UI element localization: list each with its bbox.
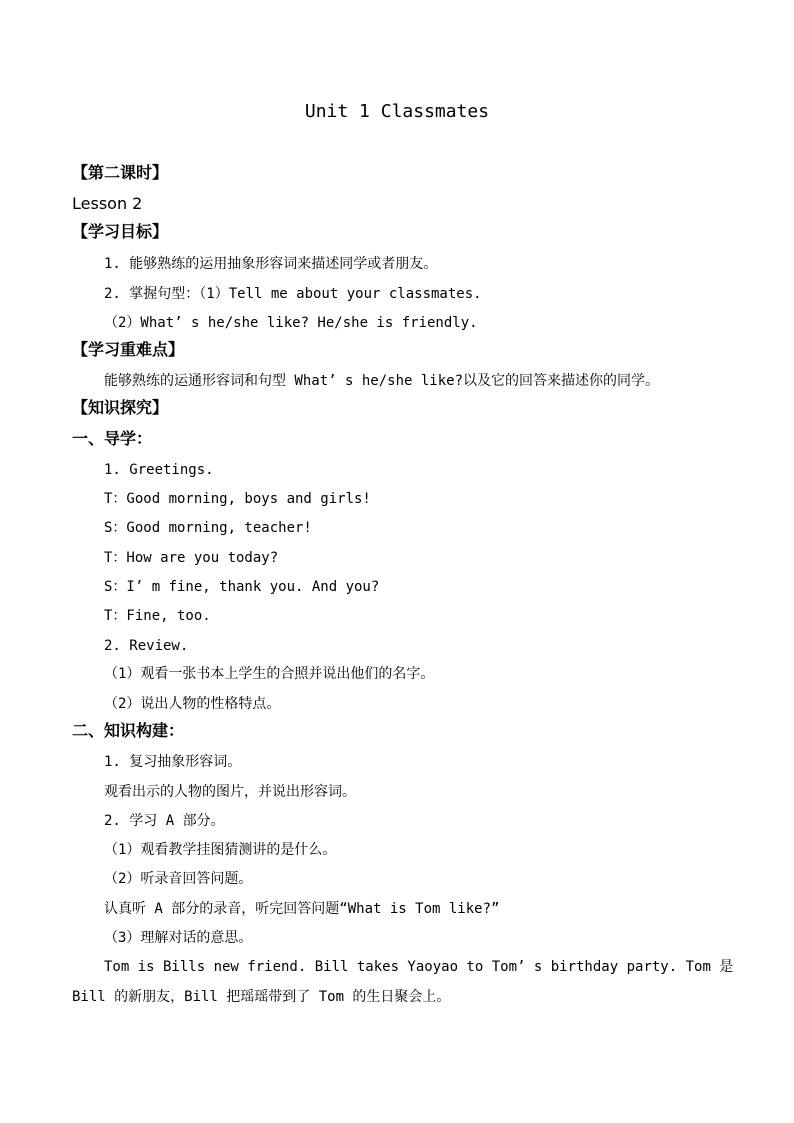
section2-line: Tom is Bills new friend. Bill takes Yaoyao to Tom’ s birthday party. Tom 是 bbox=[104, 959, 734, 975]
period-heading: 【第二课时】 bbox=[72, 163, 169, 182]
section2-line: （3）理解对话的意思。 bbox=[104, 930, 253, 946]
section1-line: T：Good morning, boys and girls! bbox=[104, 491, 371, 507]
section1-line: S：I’ m fine, thank you. And you? bbox=[104, 579, 380, 595]
objective-item: 2. 掌握句型：（1）Tell me about your classmates. bbox=[104, 286, 482, 302]
key-points-text: 能够熟练的运通形容词和句型 What’ s he/she like?以及它的回答来描述你的同学。 bbox=[104, 373, 660, 389]
objective-item: 1. 能够熟练的运用抽象形容词来描述同学或者朋友。 bbox=[104, 256, 438, 272]
objectives-heading: 【学习目标】 bbox=[72, 222, 169, 241]
section2-line: 1. 复习抽象形容词。 bbox=[104, 754, 242, 770]
document-title: Unit 1 Classmates bbox=[304, 101, 490, 122]
section2-heading: 二、知识构建： bbox=[72, 721, 185, 740]
section1-line: T：Fine, too. bbox=[104, 608, 211, 624]
section2-line: （1）观看教学挂图猜测讲的是什么。 bbox=[104, 842, 337, 858]
section2-line: 观看出示的人物的图片，并说出形容词。 bbox=[104, 784, 356, 800]
section1-line: S：Good morning, teacher! bbox=[104, 520, 312, 536]
section1-heading: 一、导学： bbox=[72, 429, 153, 448]
section2-line: （2）听录音回答问题。 bbox=[104, 871, 253, 887]
section1-line: （1）观看一张书本上学生的合照并说出他们的名字。 bbox=[104, 666, 435, 682]
section1-line: （2）说出人物的性格特点。 bbox=[104, 696, 281, 712]
section1-line: 2. Review. bbox=[104, 638, 189, 654]
section2-line: Bill 的新朋友，Bill 把瑶瑶带到了 Tom 的生日聚会上。 bbox=[72, 989, 451, 1005]
objective-item: （2）What’ s he/she like? He/she is friendly. bbox=[104, 315, 478, 331]
section1-line: 1. Greetings. bbox=[104, 462, 214, 478]
section2-line: 认真听 A 部分的录音，听完回答问题“What is Tom like?” bbox=[104, 901, 500, 917]
section1-line: T：How are you today? bbox=[104, 550, 279, 566]
lesson-label: Lesson 2 bbox=[72, 194, 143, 213]
key-points-heading: 【学习重难点】 bbox=[72, 340, 185, 359]
section2-line: 2. 学习 A 部分。 bbox=[104, 813, 225, 829]
exploration-heading: 【知识探究】 bbox=[72, 398, 169, 417]
